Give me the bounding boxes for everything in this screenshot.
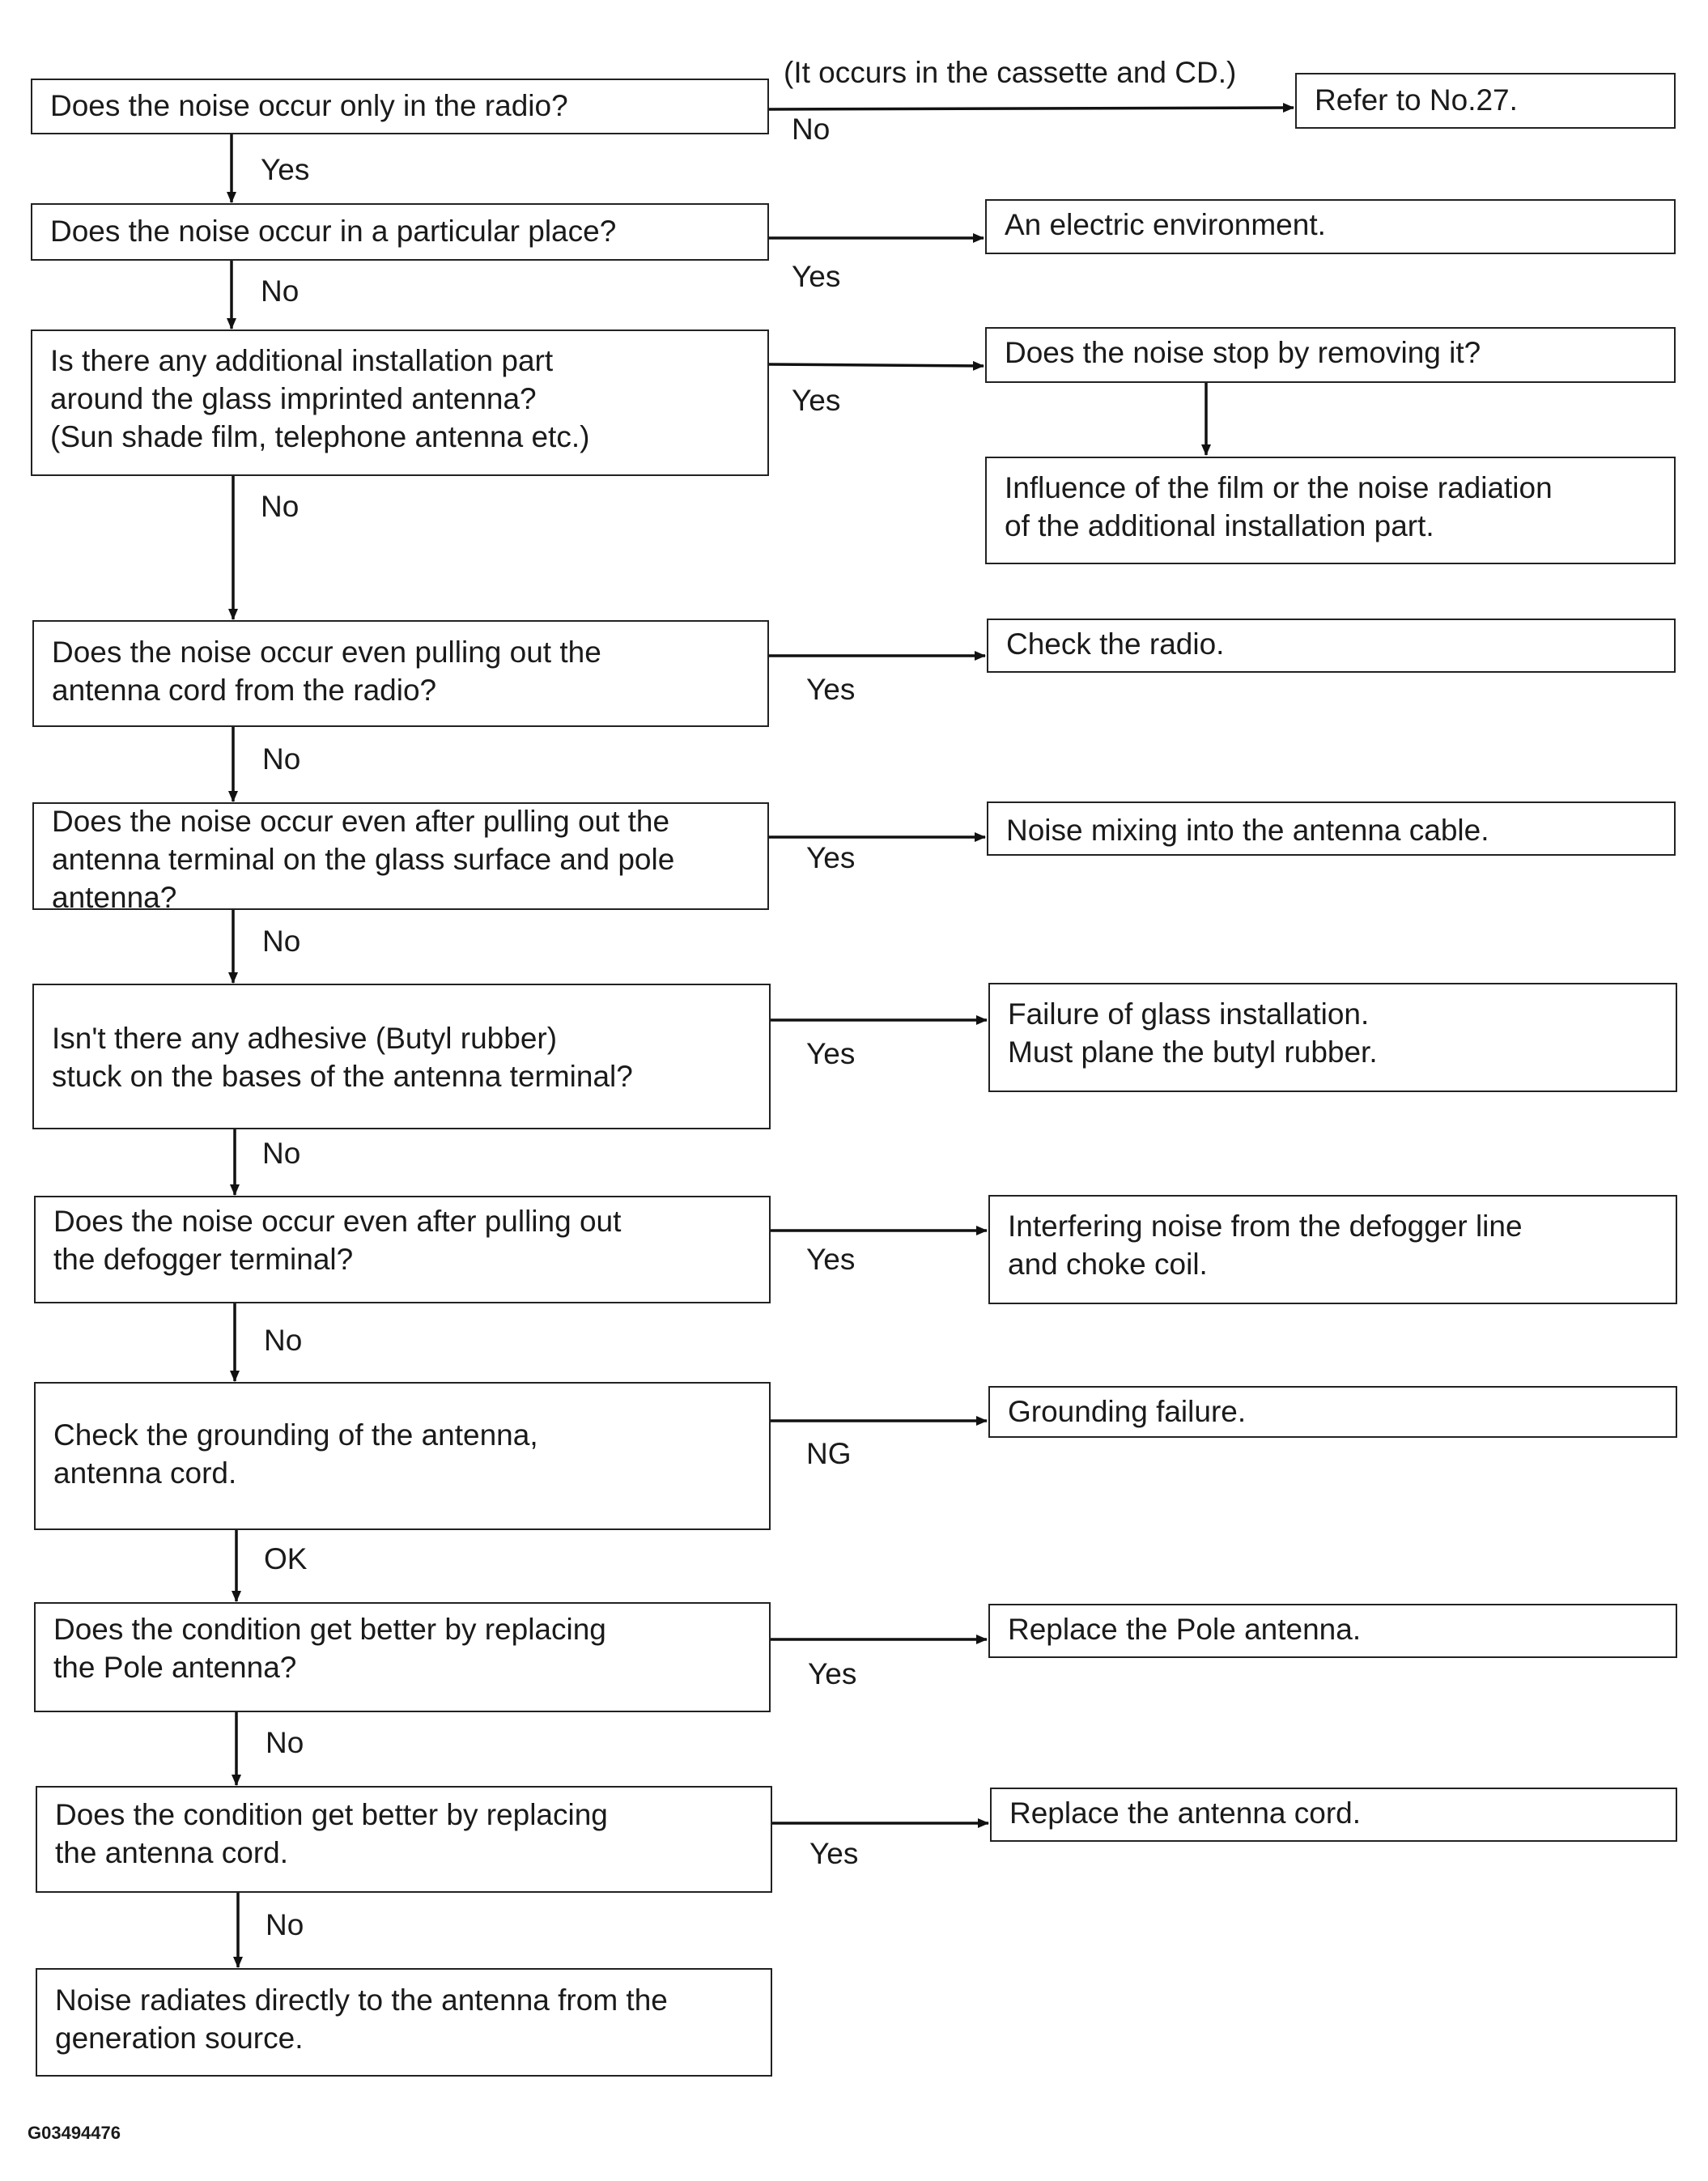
label-q1-note: (It occurs in the cassette and CD.) [784,56,1237,89]
result-text: Failure of glass installation. Must plane the butyl rubber. [1008,997,1378,1069]
decision-box-q2 [31,203,769,261]
label-q10-down: No [266,1908,304,1941]
decision-text: Does the noise occur even after pulling out the defogger terminal? [53,1205,622,1276]
decision-text: Does the noise occur even pulling out the antenna cord from the radio? [52,636,601,707]
result-text: Influence of the film or the noise radiation of the additional installation part. [1005,471,1553,542]
label-q9-side: Yes [808,1657,857,1690]
result-box-r3a [985,327,1676,383]
decision-box-q4 [32,620,769,727]
result-text: Interfering noise from the defogger line and choke coil. [1008,1210,1523,1281]
decision-text: Does the noise occur even after pulling out the antenna terminal on the glass surface and pole antenna? [52,805,675,914]
label-q1-down: Yes [261,153,310,186]
arrow-q1-to-r1 [769,108,1294,109]
label-q8-down: OK [264,1542,308,1575]
label-q5-down: No [262,925,301,958]
decision-box-q9 [34,1602,771,1712]
decision-text: Isn't there any adhesive (Butyl rubber) stuck on the bases of the antenna terminal? [52,1022,633,1093]
label-q2-down: No [261,274,300,308]
label-q4-down: No [262,742,301,776]
label-q6-down: No [262,1137,301,1170]
figure-code: G03494476 [28,2123,121,2143]
result-box-r5 [987,801,1676,856]
result-text: Replace the antenna cord. [1009,1796,1362,1830]
decision-box-q7 [34,1196,771,1303]
decision-box-q6 [32,984,771,1129]
label-q9-down: No [266,1726,304,1759]
decision-box-q10 [36,1786,772,1893]
result-box-r8 [988,1386,1677,1438]
label-q6-side: Yes [806,1037,856,1070]
result-box-r9 [988,1604,1677,1658]
result-box-r7 [988,1195,1677,1304]
decision-box-q5 [32,802,769,914]
result-box-r3b [985,457,1676,564]
decision-text: Check the grounding of the antenna, antenna cord. [53,1418,538,1490]
decision-text: Does the condition get better by replacing the Pole antenna? [53,1613,606,1684]
result-text: Grounding failure. [1008,1395,1247,1428]
result-box-r4 [987,619,1676,673]
arrow-q3-to-r3a [769,364,984,366]
label-q8-side: NG [806,1437,852,1470]
decision-text: Does the condition get better by replacing the antenna cord. [55,1798,608,1869]
decision-text: Does the noise occur in a particular place? [50,215,617,248]
result-text: Noise radiates directly to the antenna from the generation source. [55,1983,668,2055]
result-text: An electric environment. [1005,208,1326,241]
label-q5-side: Yes [806,841,856,874]
label-q4-side: Yes [806,673,856,706]
result-text: Noise mixing into the antenna cable. [1006,814,1489,847]
label-q3-side: Yes [792,384,841,417]
decision-box-q8 [34,1382,771,1530]
decision-text: Is there any additional installation part around the glass imprinted antenna? (Sun shade film, telephone antenna etc.) [50,344,590,453]
result-text: Check the radio. [1006,627,1225,661]
result-box-r1 [1295,73,1676,129]
result-box-r2 [985,199,1676,254]
label-q1-side: No [792,113,831,146]
result-text: Refer to No.27. [1315,83,1518,117]
label-q2-side: Yes [792,260,841,293]
decision-box-q3 [31,329,769,476]
result-text: Replace the Pole antenna. [1008,1613,1362,1646]
decision-box-q1 [31,79,769,134]
label-q7-side: Yes [806,1243,856,1276]
label-q7-down: No [264,1324,303,1357]
result-box-r10 [990,1788,1677,1842]
decision-text: Does the noise occur only in the radio? [50,89,568,122]
result-box-q11 [36,1968,772,2077]
label-q3-down: No [261,490,300,523]
label-q10-side: Yes [809,1837,859,1870]
result-box-r6 [988,983,1677,1092]
result-text: Does the noise stop by removing it? [1005,336,1481,369]
